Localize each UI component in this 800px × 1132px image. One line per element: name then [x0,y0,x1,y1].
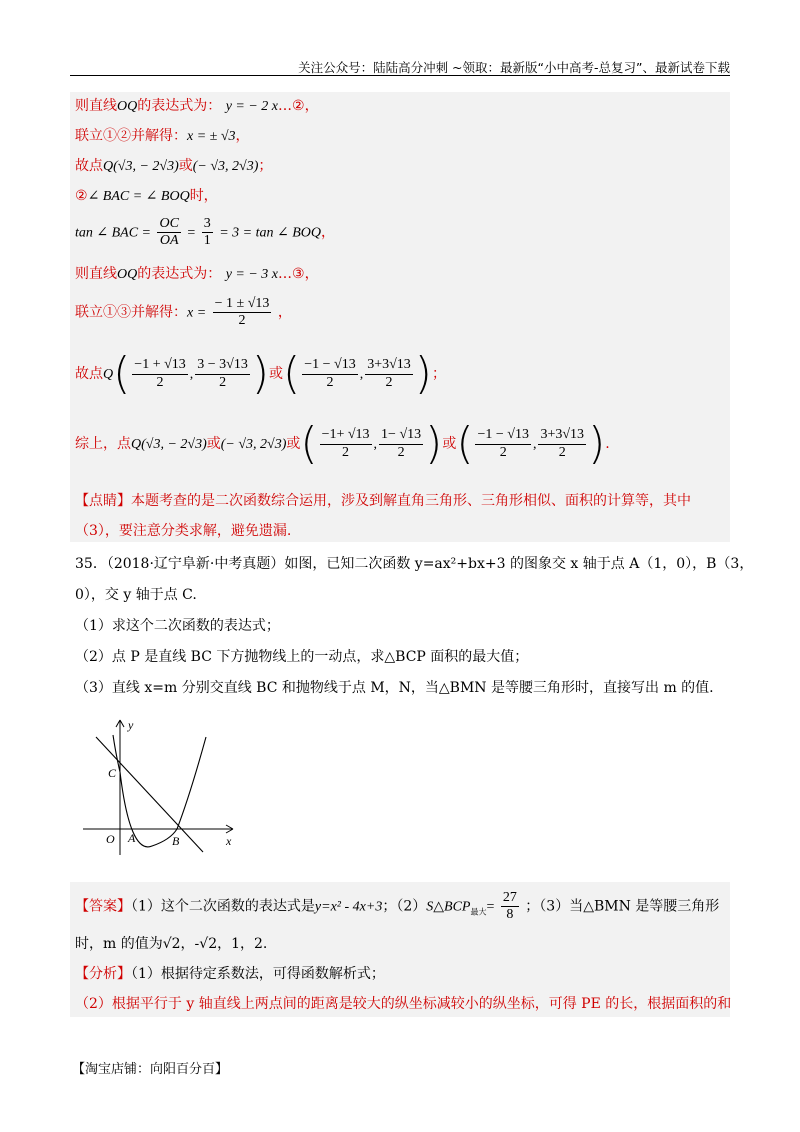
analysis-line-1: 【分析】（1）根据待定系数法，可得函数解析式； [75,966,385,982]
problem-question-2: （2）点 P 是直线 BC 下方抛物线上的一动点，求△BCP 面积的最大值； [75,649,529,665]
label-x: x [226,834,232,848]
answer-line-2: 时，m 的值为√2，-√2，1，2. [75,936,268,952]
solution-line-5: tan ∠ BAC = $\frac{OC}{OA}$ = $\frac{3}{1}$ = 3 = tan ∠ BOQ， [75,216,335,249]
comment-line-2: （3），要注意分类求解，避免遗漏. [75,523,292,539]
solution-line-4: ②∠ BAC = ∠ BOQ时， [75,188,218,204]
answer-line-1: 【答案】（1）这个二次函数的表达式是y=x² - 4x+3；$(2)S\triangle BCP_{最大}=$ $\frac{27}{8}$ ；（3）当△BMN 是等腰三角形 [75,890,720,923]
label-b: B [172,834,180,848]
analysis-line-2: （2）根据平行于 y 轴直线上两点间的距离是较大的纵坐标减较小的纵坐标，可得 PE 的长，根据面积的和 [75,996,732,1012]
solution-line-6: 则直线OQ的表达式为： y = − 3 x…③， [75,266,319,282]
solution-line-3: 故点Q(√3, − 2√3)或(− √3, 2√3)； [75,158,273,174]
page-header: 关注公众号：陆陆高分冲刺 ~领取：最新版“小中高考-总复习”、最新试卷下载 [298,60,730,75]
problem-question-1: （1）求这个二次函数的表达式； [75,618,280,634]
label-y: y [128,718,134,732]
problem-line-1: 35．（2018·辽宁阜新·中考真题）如图，已知二次函数 y=ax²+bx+3 的图象交 x 轴于点 A（1，0），B（3， [75,556,754,572]
solution-line-9: 综上，点Q(√3, − 2√3)或(− √3, 2√3)或( $\frac{-1+ √13}{2}$ , $\frac{1- √13}{2}$ )或( $\frac{-1 - √13}{2}$ , $\frac{3+3√13}{2}$ ). [75,418,610,469]
solution-line-8: 故点Q( $\frac{-1 + √13}{2}$ , $\frac{3 - 3√13}{2}$ )或( $\frac{-1 - √13}{2}$ , $\frac{3+3√13}{2}$ )； [75,348,446,399]
page-footer: 【淘宝店铺：向阳百分百】 [72,1062,229,1077]
comment-line-1: 【点睛】本题考查的是二次函数综合运用，涉及到解直角三角形、三角形相似、面积的计算等，其中 [75,493,691,509]
label-c: C [108,766,117,780]
solution-line-2: 联立①②并解得：x = ± √3， [75,128,250,144]
parabola-figure [78,715,248,860]
problem-line-2: 0），交 y 轴于点 C. [75,587,197,603]
problem-question-3: （3）直线 x=m 分别交直线 BC 和抛物线于点 M，N，当△BMN 是等腰三角形时，直接写出 m 的值. [75,680,714,696]
header-divider [70,75,730,76]
solution-line-1: 则直线OQ的表达式为： y = − 2 x…②， [75,98,319,114]
label-o: O [106,832,115,846]
solution-line-7: 联立①③并解得：x = $\frac{- 1 \pm √13}{2}$ ， [75,296,292,329]
label-a: A [128,831,136,845]
